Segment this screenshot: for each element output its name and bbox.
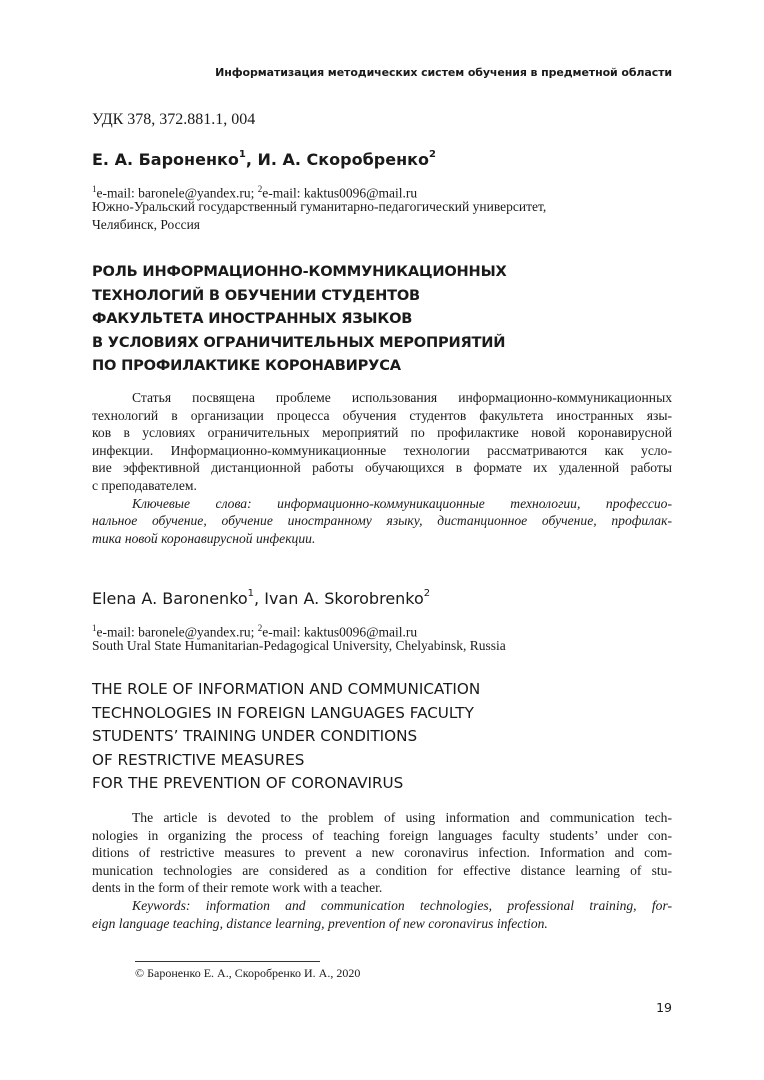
- abstract-ru-line: Статья посвящена проблеме использования информационно-коммуникационных: [132, 390, 672, 405]
- udk-code: УДК 378, 372.881.1, 004: [92, 111, 256, 128]
- title-en-line: TECHNOLOGIES IN FOREIGN LANGUAGES FACULTY: [92, 703, 474, 722]
- title-ru-line: ТЕХНОЛОГИЙ В ОБУЧЕНИИ СТУДЕНТОВ: [92, 286, 420, 304]
- keywords-ru-line: тика новой коронавирусной инфекции.: [92, 530, 316, 546]
- keywords-ru-line: нальное обучение, обучение иностранному языку, дистанционное обучение, профилак-: [92, 513, 672, 529]
- author-2-name: И. А. Скоробренко: [257, 150, 429, 169]
- author-2-name-en: Ivan A. Skorobrenko: [264, 589, 424, 608]
- abstract-en-line: The article is devoted to the problem of using information and communication tech-: [132, 810, 672, 825]
- authors-en: [92, 589, 430, 608]
- email-2-sup-en: 2: [257, 623, 263, 633]
- abstract-ru-line: инфекции. Информационно-коммуникационные технологии рассматриваются как усло-: [92, 442, 672, 458]
- abstract-ru-line: технологий в организации процесса обучения студентов факультета иностранных язы-: [92, 407, 672, 423]
- page-number: 19: [656, 1000, 672, 1015]
- title-ru: [92, 260, 507, 378]
- abstract-en-line: nologies in organizing the process of teaching foreign languages faculty students’ under con-: [92, 827, 672, 843]
- abstract-ru-line: с преподавателем.: [92, 477, 197, 493]
- email-1: e-mail: baronele@yandex.ru;: [96, 185, 258, 201]
- abstract-en-line: dents in the form of their remote work with a teacher.: [92, 880, 383, 896]
- abstract-en-line: munication technologies are considered as a condition for effective distance learning of stu-: [92, 862, 672, 878]
- title-ru-line: В УСЛОВИЯХ ОГРАНИЧИТЕЛЬНЫХ МЕРОПРИЯТИЙ: [92, 333, 506, 351]
- author-separator: ,: [245, 150, 258, 169]
- author-2-sup-en: 2: [423, 587, 431, 599]
- author-1-name: Е. А. Бароненко: [92, 150, 239, 169]
- title-ru-line: ПО ПРОФИЛАКТИКЕ КОРОНАВИРУСА: [92, 357, 401, 374]
- author-separator-en: ,: [254, 589, 265, 608]
- authors-ru: [92, 150, 436, 169]
- footnote-rule: [135, 961, 320, 962]
- copyright-footnote: © Бароненко Е. А., Скоробренко И. А., 2020: [135, 966, 361, 980]
- author-1-name-en: Elena A. Baronenko: [92, 589, 248, 608]
- email-1-sup: 1: [92, 184, 97, 194]
- title-en-line: THE ROLE OF INFORMATION AND COMMUNICATION: [92, 680, 481, 698]
- keywords-ru-line: Ключевые слова: информационно-коммуникационные технологии, профессио-: [132, 495, 672, 511]
- author-1-sup: 1: [238, 148, 246, 160]
- affiliation-ru-line: Челябинск, Россия: [92, 217, 201, 232]
- email-2: e-mail: kaktus0096@mail.ru: [262, 185, 418, 201]
- email-1-en: e-mail: baronele@yandex.ru;: [96, 624, 258, 640]
- abstract-ru: [92, 389, 672, 547]
- title-en-line: FOR THE PREVENTION OF CORONAVIRUS: [92, 774, 404, 792]
- running-head: Информатизация методических систем обучения в предметной области: [215, 66, 672, 79]
- title-en-line: STUDENTS’ TRAINING UNDER CONDITIONS: [92, 727, 418, 745]
- author-1-sup-en: 1: [247, 587, 255, 599]
- title-en-line: OF RESTRICTIVE MEASURES: [92, 750, 305, 769]
- email-2-sup: 2: [257, 184, 263, 194]
- email-2-en: e-mail: kaktus0096@mail.ru: [262, 624, 418, 640]
- author-2-sup: 2: [428, 148, 436, 160]
- title-en: [92, 678, 480, 796]
- keywords-en-line: eign language teaching, distance learning, prevention of new coronavirus infection.: [92, 915, 548, 931]
- keywords-en-line: Keywords: information and communication technologies, professional training, for-: [132, 897, 672, 913]
- abstract-en-line: ditions of restrictive measures to prevent a new coronavirus infection. Information and com-: [92, 845, 672, 861]
- affiliation-ru-line: Южно-Уральский государственный гуманитарно-педагогический университет,: [92, 199, 547, 214]
- title-ru-line: ФАКУЛЬТЕТА ИНОСТРАННЫХ ЯЗЫКОВ: [92, 310, 413, 327]
- abstract-en: [92, 809, 672, 932]
- email-1-sup-en: 1: [92, 623, 97, 633]
- title-ru-line: РОЛЬ ИНФОРМАЦИОННО-КОММУНИКАЦИОННЫХ: [92, 263, 507, 280]
- abstract-ru-line: ков в условиях ограничительных мероприятий по профилактике новой коронавирусной: [92, 425, 672, 441]
- abstract-ru-line: вие эффективной дистанционной работы обучающихся в формате их удаленной работы: [92, 460, 672, 476]
- affiliation-en-line: South Ural State Humanitarian-Pedagogical University, Chelyabinsk, Russia: [92, 638, 506, 653]
